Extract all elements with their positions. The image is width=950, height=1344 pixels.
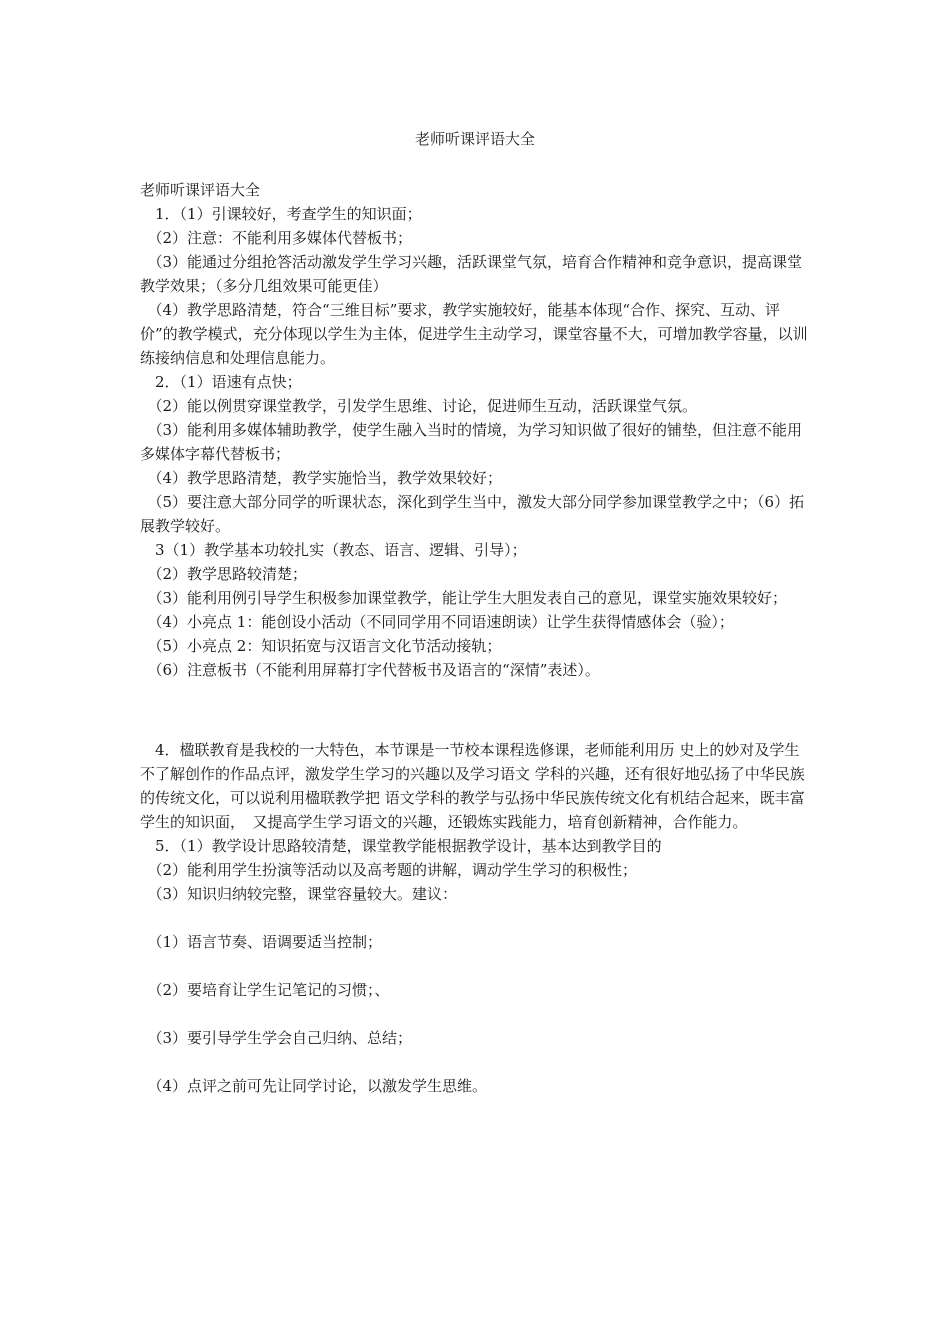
paragraph: （3）能利用多媒体辅助教学，使学生融入当时的情境，为学习知识做了很好的铺垫，但注意不能用多媒体字幕代替板书； [140, 421, 803, 463]
suggestion-item: （2）要培育让学生记笔记的习惯；、 [140, 981, 390, 999]
paragraph: （2）教学思路较清楚； [140, 565, 308, 583]
paragraph: （2）注意：不能利用多媒体代替板书； [140, 229, 413, 247]
document-body [140, 178, 812, 1098]
paragraph: （5）小亮点 2：知识拓宽与汉语言文化节活动接轨； [140, 637, 502, 655]
paragraph: （2）能利用学生扮演等活动以及高考题的讲解，调动学生学习的积极性； [140, 861, 638, 879]
paragraph: 1．（1）引课较好，考查学生的知识面； [140, 205, 422, 223]
paragraph: 5．（1）教学设计思路较清楚，课堂教学能根据教学设计，基本达到教学目的 [140, 837, 662, 855]
subheading: 老师听课评语大全 [140, 181, 261, 199]
paragraph: （3）能通过分组抢答活动激发学生学习兴趣，活跃课堂气氛，培育合作精神和竞争意识，提高课堂教学效果；（多分几组效果可能更佳） [140, 253, 803, 295]
paragraph: （4）小亮点 1：能创设小活动（不同同学用不同语速朗读）让学生获得情感体会（验）； [140, 613, 734, 631]
paragraph: （3）知识归纳较完整，课堂容量较大。建议： [140, 885, 458, 903]
paragraph: 2．（1）语速有点快； [140, 373, 302, 391]
spacer [140, 1050, 812, 1074]
suggestion-item: （4）点评之前可先让同学讨论，以激发学生思维。 [140, 1077, 488, 1095]
paragraph: （3）能利用例引导学生积极参加课堂教学，能让学生大胆发表自己的意见，课堂实施效果较好； [140, 589, 788, 607]
suggestion-item: （3）要引导学生学会自己归纳、总结； [140, 1029, 413, 1047]
paragraph: 4．楹联教育是我校的一大特色，本节课是一节校本课程选修课，老师能利用历 史上的妙对及学生不了解创作的作品点评，激发学生学习的兴趣以及学习语文 学科的兴趣，还有很好地弘扬了中华民族的传统文化，可以说利用楹联教学把 语文学科的教学与弘扬中华民族传统文化有机结合起来，既丰富学生的知识面， 又提高学生学习语文的兴趣，还锻炼实践能力，培育创新精神，合作能力。 [140, 741, 805, 831]
spacer [140, 954, 812, 978]
spacer [140, 682, 812, 738]
suggestion-item: （1）语言节奏、语调要适当控制； [140, 933, 383, 951]
spacer [140, 1002, 812, 1026]
paragraph: （2）能以例贯穿课堂教学，引发学生思维、讨论，促进师生互动，活跃课堂气氛。 [140, 397, 698, 415]
paragraph: （4）教学思路清楚，教学实施恰当，教学效果较好； [140, 469, 503, 487]
paragraph: （5）要注意大部分同学的听课状态，深化到学生当中，激发大部分同学参加课堂教学之中；（6）拓展教学较好。 [140, 493, 805, 535]
document-title: 老师听课评语大全 [414, 130, 535, 148]
paragraph: 3（1）教学基本功较扎实（教态、语言、逻辑、引导）； [140, 541, 527, 559]
spacer [140, 906, 812, 930]
paragraph: （4）教学思路清楚，符合“三维目标”要求，教学实施较好，能基本体现“合作、探究、互动、评价”的教学模式，充分体现以学生为主体，促进学生主动学习，课堂容量不大，可增加教学容量，以训练接纳信息和处理信息能力。 [140, 301, 808, 367]
paragraph: （6）注意板书（不能利用屏幕打字代替板书及语言的“深情”表述）。 [140, 661, 600, 679]
